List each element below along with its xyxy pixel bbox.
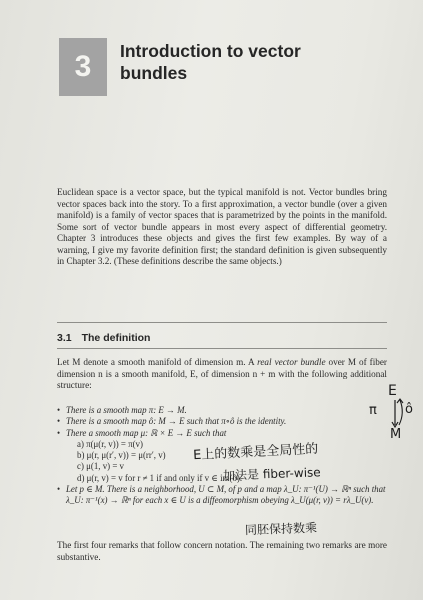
- lead-rest: over M of fiber dimension n is a smooth manifold, E, of dimension n + m with the following additional structure:: [57, 357, 387, 390]
- margin-bundle-diagram: [368, 383, 423, 443]
- chapter-number-box: [59, 38, 107, 96]
- lead-term: real vector bundle: [257, 357, 326, 367]
- definition-lead: [57, 357, 387, 392]
- section-heading: [57, 332, 150, 344]
- chapter-number: 3: [74, 50, 92, 83]
- sub-item: c) μ(1, v) = v: [77, 461, 124, 472]
- closing-paragraph: The first four remarks that follow concern notation. The remaining two remarks are more substantive.: [57, 540, 387, 562]
- list-item: • Let p ∈ M. There is a neighborhood, U ⊂ M, of p and a map λ_U: π⁻¹(U) → ℝⁿ such that λ_U: π⁻¹(x) → ℝⁿ for each x ∈ U is a diffeomorphism obeying λ_U(μ(r, v)) = rλ_U(v).: [57, 484, 387, 507]
- section-rule-bottom: [57, 348, 387, 349]
- margin-label-M: M: [390, 427, 402, 442]
- section-rule-top: [57, 322, 387, 323]
- list-item: • There is a smooth map π: E → M.: [57, 405, 387, 416]
- handwritten-note-homeomorphism: 同胚保持数乘: [244, 520, 318, 538]
- margin-label-section: ô: [405, 402, 413, 417]
- intro-paragraph: Euclidean space is a vector space, but the typical manifold is not. Vector bundles bring vector spaces back into the story. To a first approximation, a vector bundle (over a given manifold) is a family of vector spaces that is parametrized by the points in the manifold. Some sort of vector bundle appears in most every aspect of differential geometry. Chapter 3 introduces these objects and gives the first few examples. By way of a warning, I give my favorite definition first; the standard definition is given subsequently in Chapter 3.2. (These definitions describe the same objects.): [57, 187, 387, 266]
- section-title: The definition: [81, 332, 151, 344]
- handwritten-note-scalar: E上的数乘是全局性的: [192, 441, 319, 464]
- list-item: • There is a smooth map ô: M → E such that π∘ô is the identity.: [57, 416, 387, 427]
- margin-label-pi: π: [369, 403, 377, 418]
- sub-item: d) μ(r, v) = v for r ≠ 1 if and only if v ∈ im(ô).: [77, 472, 243, 483]
- margin-label-E: E: [388, 383, 397, 399]
- sub-item: a) π(μ(r, v)) = π(v): [77, 438, 143, 449]
- handwritten-note-fiberwise: 加法是 fiber-wise: [222, 465, 321, 483]
- section-number: 3.1: [57, 332, 72, 344]
- chapter-title: Introduction to vector bundles: [120, 41, 301, 83]
- list-item-text: There a smooth map μ: ℝ × E → E such that: [66, 427, 227, 438]
- sub-item: b) μ(r, μ(r′, v)) = μ(rr′, v): [77, 450, 166, 461]
- lead-plain: Let M denote a smooth manifold of dimension m. A: [57, 357, 258, 367]
